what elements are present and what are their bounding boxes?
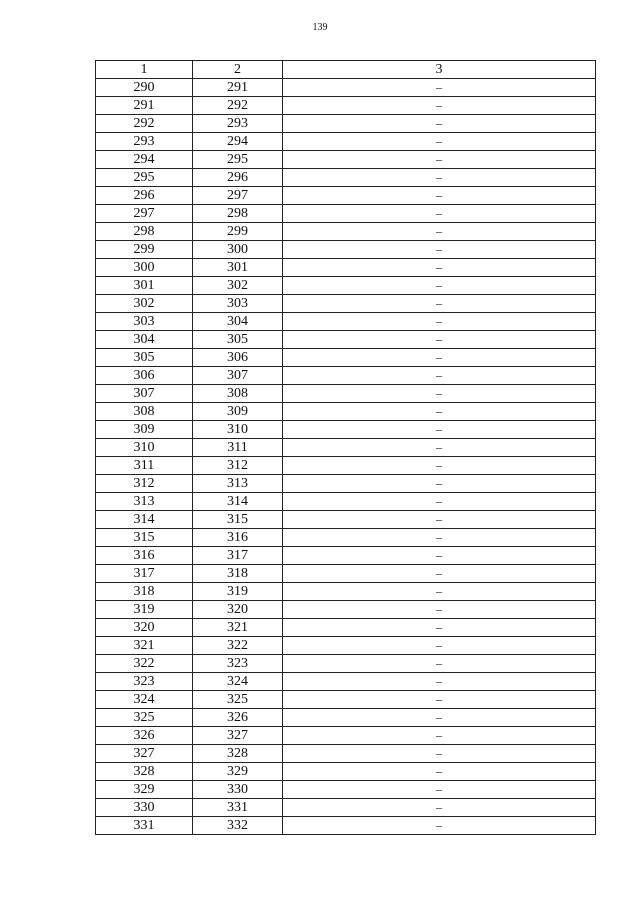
table-row	[96, 385, 596, 403]
table-cell-col3: –	[283, 331, 596, 349]
table-cell-col2: 318	[193, 565, 283, 583]
table-cell-col2: 298	[193, 205, 283, 223]
table-cell-col1: 330	[96, 799, 193, 817]
table-cell-col2: 305	[193, 331, 283, 349]
data-table	[95, 60, 596, 835]
table-cell-col3: –	[283, 169, 596, 187]
table-cell-col1: 298	[96, 223, 193, 241]
table-cell-col1: 324	[96, 691, 193, 709]
table-cell-col1: 306	[96, 367, 193, 385]
table-cell-col3: –	[283, 709, 596, 727]
table-cell-col3: –	[283, 367, 596, 385]
table-cell-col3: –	[283, 475, 596, 493]
table-row	[96, 223, 596, 241]
table-row	[96, 529, 596, 547]
table-cell-col2: 328	[193, 745, 283, 763]
table-cell-col2: 322	[193, 637, 283, 655]
table-cell-col3: –	[283, 529, 596, 547]
table-row	[96, 619, 596, 637]
table-cell-col3: –	[283, 763, 596, 781]
table-cell-col3: –	[283, 817, 596, 835]
table-cell-col1: 291	[96, 97, 193, 115]
table-row	[96, 349, 596, 367]
table-cell-col2: 296	[193, 169, 283, 187]
table-row	[96, 97, 596, 115]
table-cell-col1: 308	[96, 403, 193, 421]
table-cell-col2: 308	[193, 385, 283, 403]
table-cell-col2: 302	[193, 277, 283, 295]
table-cell-col3: –	[283, 637, 596, 655]
table-row	[96, 295, 596, 313]
table-row	[96, 673, 596, 691]
table-cell-col2: 325	[193, 691, 283, 709]
table-cell-col2: 295	[193, 151, 283, 169]
table-cell-col3: –	[283, 565, 596, 583]
table-cell-col1: 303	[96, 313, 193, 331]
table-cell-col3: –	[283, 457, 596, 475]
table-row	[96, 331, 596, 349]
table-header-row	[96, 61, 596, 79]
table-cell-col3: –	[283, 583, 596, 601]
table-cell-col1: 307	[96, 385, 193, 403]
table-cell-col1: 319	[96, 601, 193, 619]
table-cell-col3: –	[283, 385, 596, 403]
table-cell-col1: 290	[96, 79, 193, 97]
table-cell-col2: 316	[193, 529, 283, 547]
table-cell-col2: 331	[193, 799, 283, 817]
table-cell-col3: –	[283, 295, 596, 313]
table-cell-col2: 321	[193, 619, 283, 637]
column-header-3: 3	[283, 61, 596, 79]
table-row	[96, 511, 596, 529]
table-cell-col1: 327	[96, 745, 193, 763]
table-cell-col2: 320	[193, 601, 283, 619]
table-cell-col1: 305	[96, 349, 193, 367]
table-cell-col1: 320	[96, 619, 193, 637]
table-cell-col2: 299	[193, 223, 283, 241]
table-row	[96, 277, 596, 295]
table-row	[96, 187, 596, 205]
table-cell-col1: 295	[96, 169, 193, 187]
table-row	[96, 169, 596, 187]
table-cell-col1: 321	[96, 637, 193, 655]
table-cell-col1: 316	[96, 547, 193, 565]
table-cell-col3: –	[283, 349, 596, 367]
table-cell-col1: 323	[96, 673, 193, 691]
table-cell-col3: –	[283, 439, 596, 457]
table-row	[96, 745, 596, 763]
table-cell-col2: 303	[193, 295, 283, 313]
table-cell-col3: –	[283, 313, 596, 331]
table-row	[96, 583, 596, 601]
table-cell-col3: –	[283, 691, 596, 709]
table-cell-col3: –	[283, 619, 596, 637]
table-cell-col3: –	[283, 511, 596, 529]
table-row	[96, 655, 596, 673]
table-cell-col2: 324	[193, 673, 283, 691]
table-cell-col1: 322	[96, 655, 193, 673]
table-cell-col1: 314	[96, 511, 193, 529]
table-cell-col1: 331	[96, 817, 193, 835]
table-row	[96, 799, 596, 817]
table-cell-col1: 310	[96, 439, 193, 457]
table-cell-col3: –	[283, 421, 596, 439]
table-cell-col2: 329	[193, 763, 283, 781]
table-cell-col2: 327	[193, 727, 283, 745]
table-cell-col3: –	[283, 547, 596, 565]
table-cell-col1: 292	[96, 115, 193, 133]
table-cell-col2: 293	[193, 115, 283, 133]
table-row	[96, 205, 596, 223]
table-cell-col2: 326	[193, 709, 283, 727]
table-cell-col1: 329	[96, 781, 193, 799]
table-cell-col3: –	[283, 799, 596, 817]
table-row	[96, 475, 596, 493]
table-cell-col1: 318	[96, 583, 193, 601]
table-row	[96, 115, 596, 133]
table-cell-col2: 312	[193, 457, 283, 475]
table-row	[96, 79, 596, 97]
table-cell-col2: 323	[193, 655, 283, 673]
table-cell-col3: –	[283, 151, 596, 169]
table-row	[96, 403, 596, 421]
table-cell-col2: 292	[193, 97, 283, 115]
column-header-2: 2	[193, 61, 283, 79]
table-cell-col1: 312	[96, 475, 193, 493]
table-cell-col3: –	[283, 241, 596, 259]
table-row	[96, 781, 596, 799]
table-cell-col3: –	[283, 79, 596, 97]
table-cell-col3: –	[283, 115, 596, 133]
table-cell-col3: –	[283, 493, 596, 511]
table-cell-col1: 315	[96, 529, 193, 547]
table-cell-col2: 301	[193, 259, 283, 277]
table-cell-col1: 325	[96, 709, 193, 727]
table-cell-col2: 304	[193, 313, 283, 331]
table-row	[96, 493, 596, 511]
table-cell-col1: 317	[96, 565, 193, 583]
table-row	[96, 421, 596, 439]
table-cell-col2: 315	[193, 511, 283, 529]
table-cell-col2: 317	[193, 547, 283, 565]
table-cell-col2: 311	[193, 439, 283, 457]
table-cell-col3: –	[283, 205, 596, 223]
table-row	[96, 691, 596, 709]
table-cell-col2: 306	[193, 349, 283, 367]
table-row	[96, 763, 596, 781]
table-cell-col3: –	[283, 745, 596, 763]
table-row	[96, 547, 596, 565]
table-cell-col2: 294	[193, 133, 283, 151]
table-cell-col2: 291	[193, 79, 283, 97]
table-cell-col3: –	[283, 133, 596, 151]
table-cell-col3: –	[283, 403, 596, 421]
table-cell-col1: 300	[96, 259, 193, 277]
table-cell-col2: 314	[193, 493, 283, 511]
table-cell-col3: –	[283, 97, 596, 115]
table-cell-col2: 300	[193, 241, 283, 259]
page-number: 139	[312, 22, 328, 33]
table-cell-col1: 294	[96, 151, 193, 169]
table-cell-col2: 319	[193, 583, 283, 601]
table-cell-col1: 304	[96, 331, 193, 349]
table-cell-col3: –	[283, 277, 596, 295]
table-cell-col3: –	[283, 727, 596, 745]
table-row	[96, 817, 596, 835]
table-cell-col1: 296	[96, 187, 193, 205]
table-row	[96, 313, 596, 331]
table-cell-col1: 293	[96, 133, 193, 151]
table-row	[96, 241, 596, 259]
table-row	[96, 439, 596, 457]
table-cell-col1: 297	[96, 205, 193, 223]
table-cell-col1: 301	[96, 277, 193, 295]
table-cell-col2: 330	[193, 781, 283, 799]
table-cell-col3: –	[283, 601, 596, 619]
table-cell-col3: –	[283, 259, 596, 277]
table-cell-col1: 326	[96, 727, 193, 745]
table-cell-col2: 297	[193, 187, 283, 205]
table-row	[96, 601, 596, 619]
table-body	[96, 79, 596, 835]
table-row	[96, 133, 596, 151]
table-row	[96, 457, 596, 475]
table-cell-col2: 310	[193, 421, 283, 439]
table-row	[96, 709, 596, 727]
table-row	[96, 259, 596, 277]
table-row	[96, 565, 596, 583]
table-row	[96, 727, 596, 745]
table-cell-col3: –	[283, 187, 596, 205]
table-cell-col2: 313	[193, 475, 283, 493]
table-row	[96, 637, 596, 655]
table-cell-col1: 302	[96, 295, 193, 313]
table-row	[96, 367, 596, 385]
table-cell-col3: –	[283, 673, 596, 691]
table-cell-col2: 307	[193, 367, 283, 385]
table-cell-col1: 299	[96, 241, 193, 259]
table-cell-col3: –	[283, 781, 596, 799]
table-row	[96, 151, 596, 169]
table-cell-col2: 309	[193, 403, 283, 421]
column-header-1: 1	[96, 61, 193, 79]
table-cell-col1: 328	[96, 763, 193, 781]
table-cell-col3: –	[283, 223, 596, 241]
table-cell-col2: 332	[193, 817, 283, 835]
table-cell-col1: 313	[96, 493, 193, 511]
table-cell-col1: 309	[96, 421, 193, 439]
table-cell-col1: 311	[96, 457, 193, 475]
table-cell-col3: –	[283, 655, 596, 673]
